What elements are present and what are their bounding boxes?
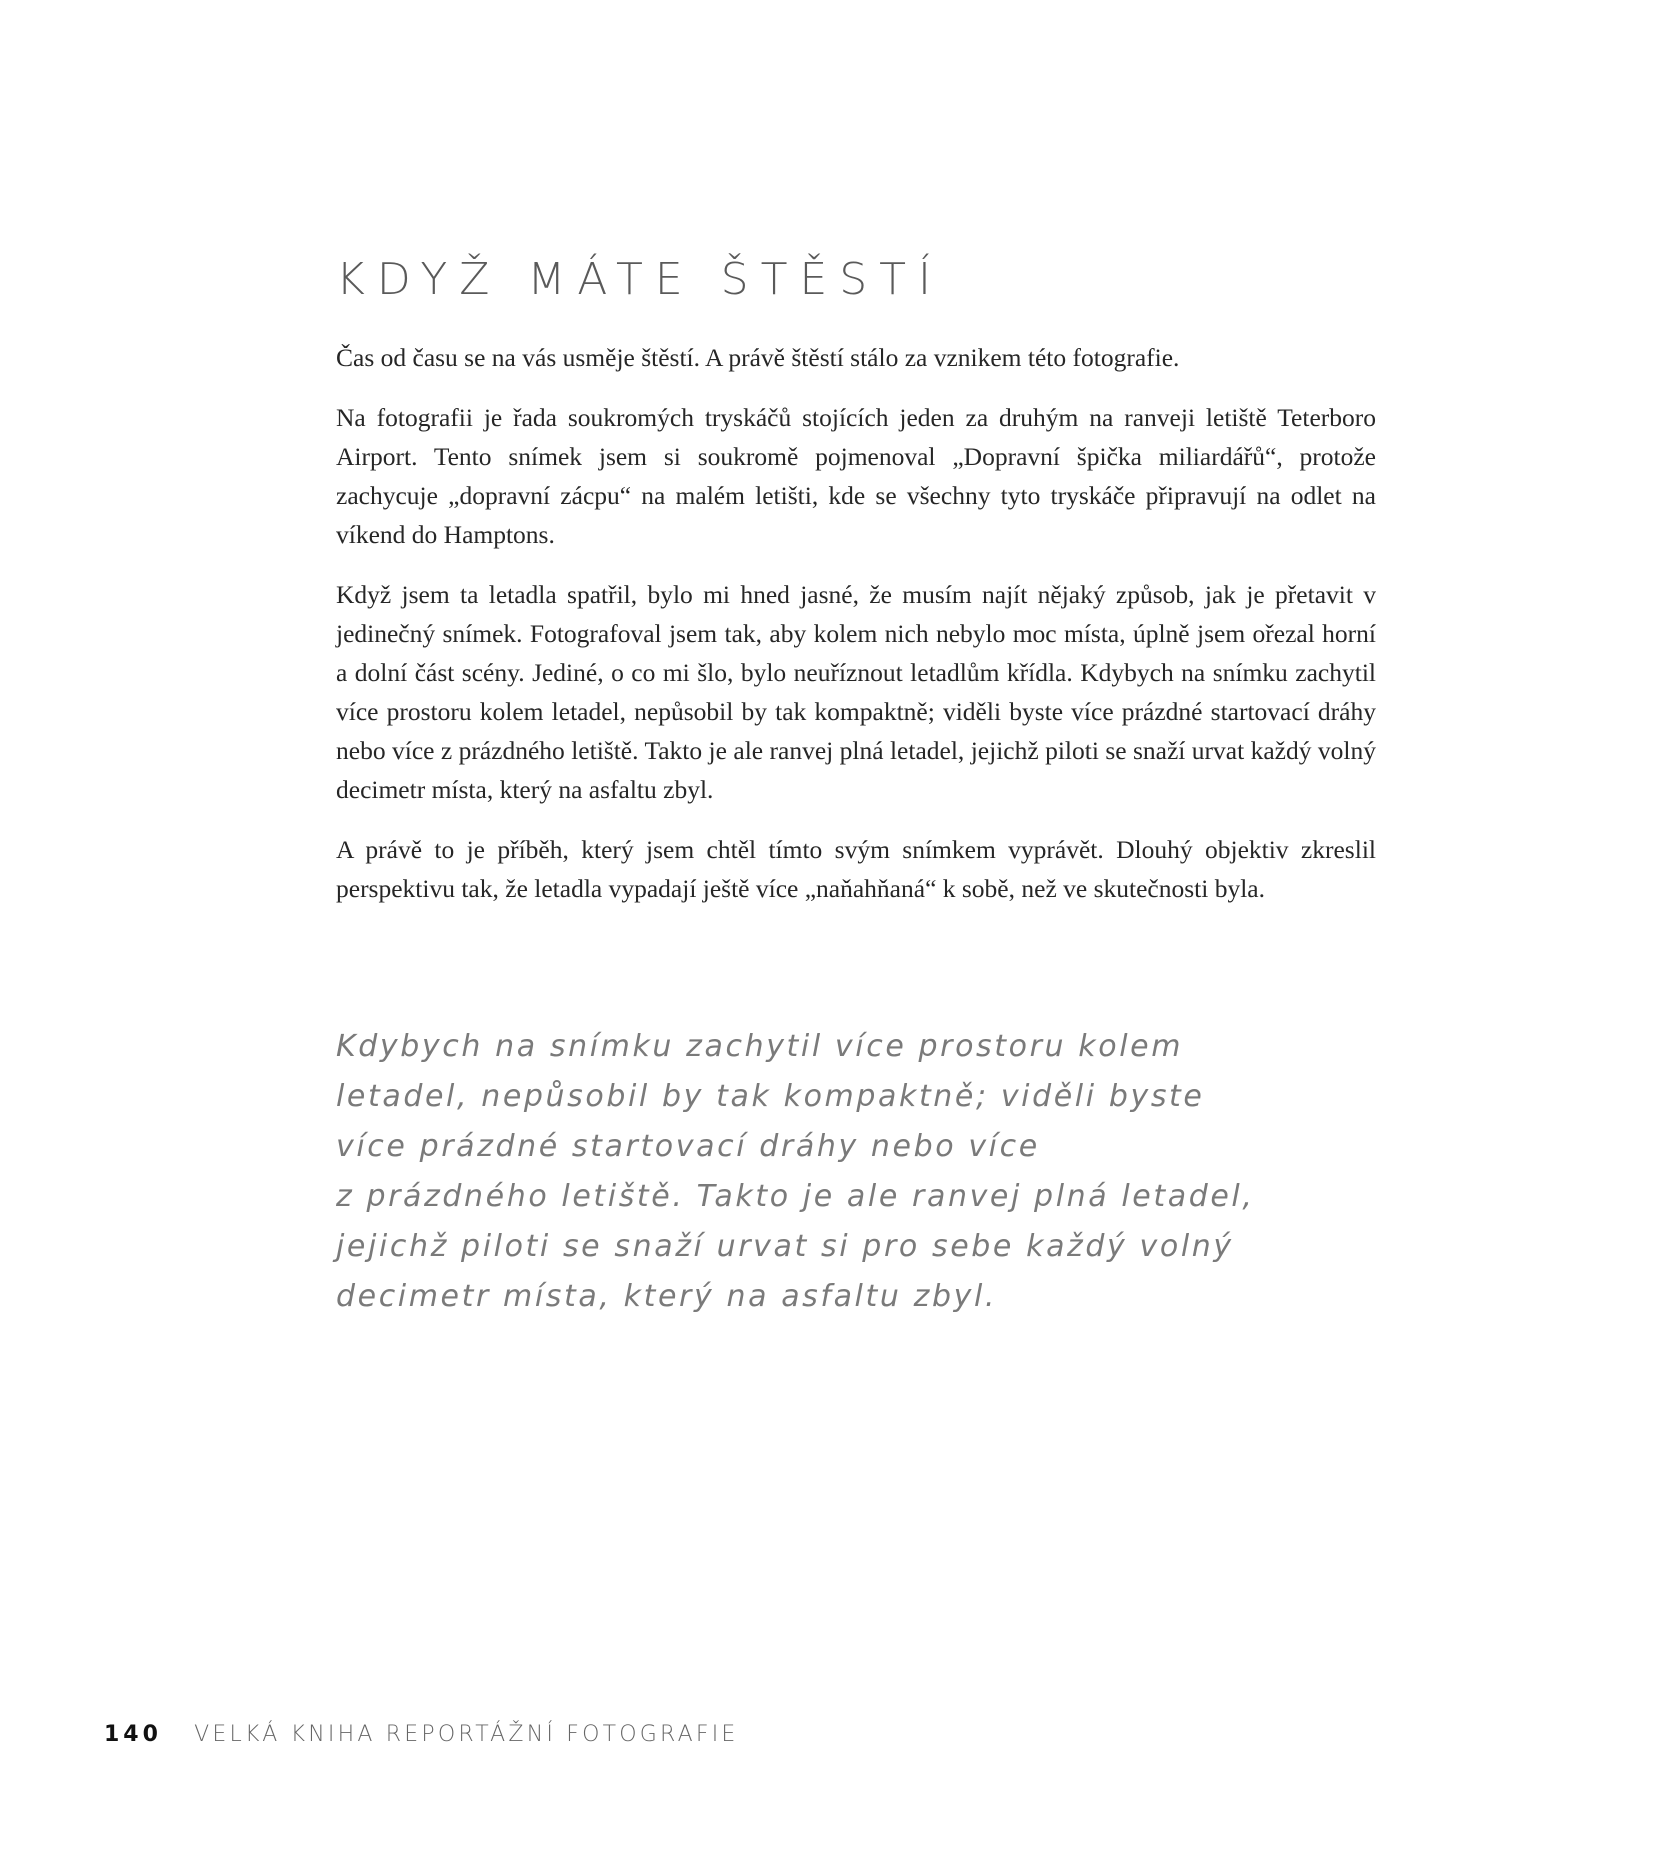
paragraph: A právě to je příběh, který jsem chtěl tímto svým snímkem vyprávět. Dlouhý objektiv zkreslil perspektivu tak, že letadla vypadají ještě více „naňahňaná“ k sobě, než ve skutečnosti byla. xyxy=(336,835,1376,903)
pull-quote-line: z prázdného letiště. Takto je ale ranvej plná letadel, xyxy=(336,1179,1255,1214)
pull-quote-line: více prázdné startovací dráhy nebo více xyxy=(336,1129,1040,1164)
pull-quote xyxy=(336,1022,1255,1322)
pull-quote-line: Kdybych na snímku zachytil více prostoru kolem xyxy=(336,1029,1184,1064)
pull-quote-line: decimetr místa, který na asfaltu zbyl. xyxy=(336,1279,998,1314)
page-footer xyxy=(104,1722,739,1747)
page-number: 140 xyxy=(104,1722,162,1747)
body-text xyxy=(336,338,1376,929)
section-title: KDYŽ MÁTE ŠTĚSTÍ xyxy=(336,254,944,305)
paragraph: Na fotografii je řada soukromých tryskáčů stojících jeden za druhým na ranveji letiště Teterboro Airport. Tento snímek jsem si soukromě pojmenoval „Dopravní špička miliardářů“, protože zachycuje „dopravní zácpu“ na malém letišti, kde se všechny tyto tryskáče připravují na odlet na víkend do Hamptons. xyxy=(336,403,1376,549)
paragraph: Čas od času se na vás usměje štěstí. A právě štěstí stálo za vznikem této fotografie. xyxy=(336,343,1180,372)
paragraph: Když jsem ta letadla spatřil, bylo mi hned jasné, že musím najít nějaký způsob, jak je přetavit v jedinečný snímek. Fotografoval jsem tak, aby kolem nich nebylo moc místa, úplně jsem ořezal horní a dolní část scény. Jediné, o co mi šlo, bylo neuříznout letadlům křídla. Kdybych na snímku zachytil více prostoru kolem letadel, nepůsobil by tak kompaktně; viděli byste více prázdné startovací dráhy nebo více z prázdného letiště. Takto je ale ranvej plná letadel, jejichž piloti se snaží urvat každý volný decimetr místa, který na asfaltu zbyl. xyxy=(336,580,1376,804)
pull-quote-line: letadel, nepůsobil by tak kompaktně; viděli byste xyxy=(336,1079,1205,1114)
running-title: VELKÁ KNIHA REPORTÁŽNÍ FOTOGRAFIE xyxy=(194,1722,739,1747)
pull-quote-line: jejichž piloti se snaží urvat si pro sebe každý volný xyxy=(336,1229,1234,1264)
